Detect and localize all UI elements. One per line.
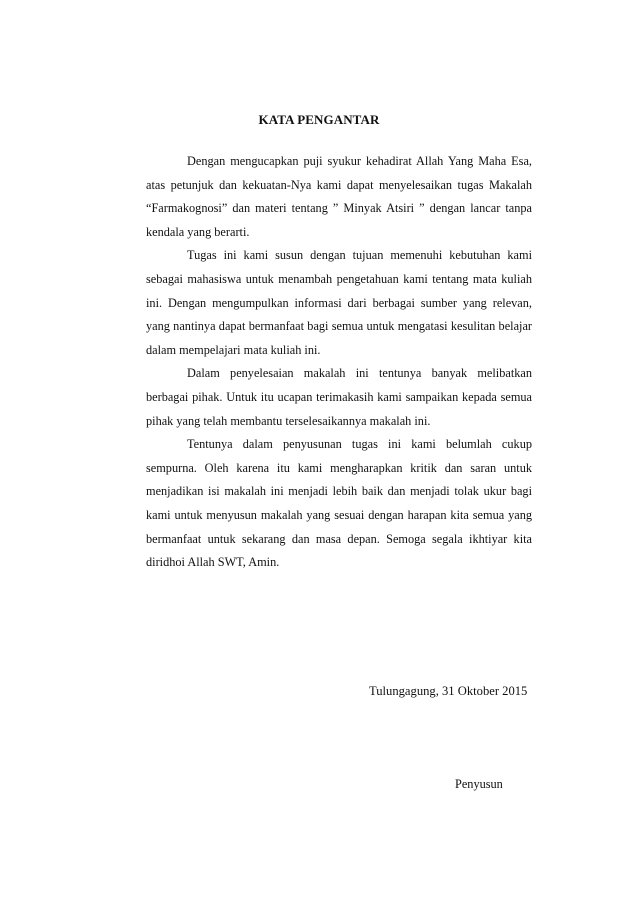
place-date: Tulungagung, 31 Oktober 2015 — [369, 684, 528, 698]
paragraph-1: Dengan mengucapkan puji syukur kehadirat Allah Yang Maha Esa, atas petunjuk dan kekuatan-Nya kami dapat menyelesaikan tugas Makalah “Farmakognosi” dan materi tentang ” Minyak Atsiri ” dengan lancar tanpa kendala yang berarti. — [146, 154, 532, 239]
body-text — [146, 150, 532, 575]
paragraph-4: Tentunya dalam penyusunan tugas ini kami belumlah cukup sempurna. Oleh karena itu kami mengharapkan kritik dan saran untuk menjadikan isi makalah ini menjadi lebih baik dan menjadi tolak ukur bagi kami untuk menyusun makalah yang sesuai dengan harapan kita semua yang bermanfaat untuk sekarang dan masa depan. Semoga segala ikhtiyar kita diridhoi Allah SWT, Amin. — [146, 437, 532, 570]
page-title: KATA PENGANTAR — [258, 112, 380, 127]
signer-label: Penyusun — [455, 777, 503, 791]
paragraph-2: Tugas ini kami susun dengan tujuan memenuhi kebutuhan kami sebagai mahasiswa untuk menambah pengetahuan kami tentang mata kuliah ini. Dengan mengumpulkan informasi dari berbagai sumber yang relevan, yang nantinya dapat bermanfaat bagi semua untuk mengatasi kesulitan belajar dalam mempelajari mata kuliah ini. — [146, 248, 532, 357]
paragraph-3: Dalam penyelesaian makalah ini tentunya banyak melibatkan berbagai pihak. Untuk itu ucapan terimakasih kami sampaikan kepada semua pihak yang telah membantu terselesaikannya makalah ini. — [146, 366, 532, 428]
